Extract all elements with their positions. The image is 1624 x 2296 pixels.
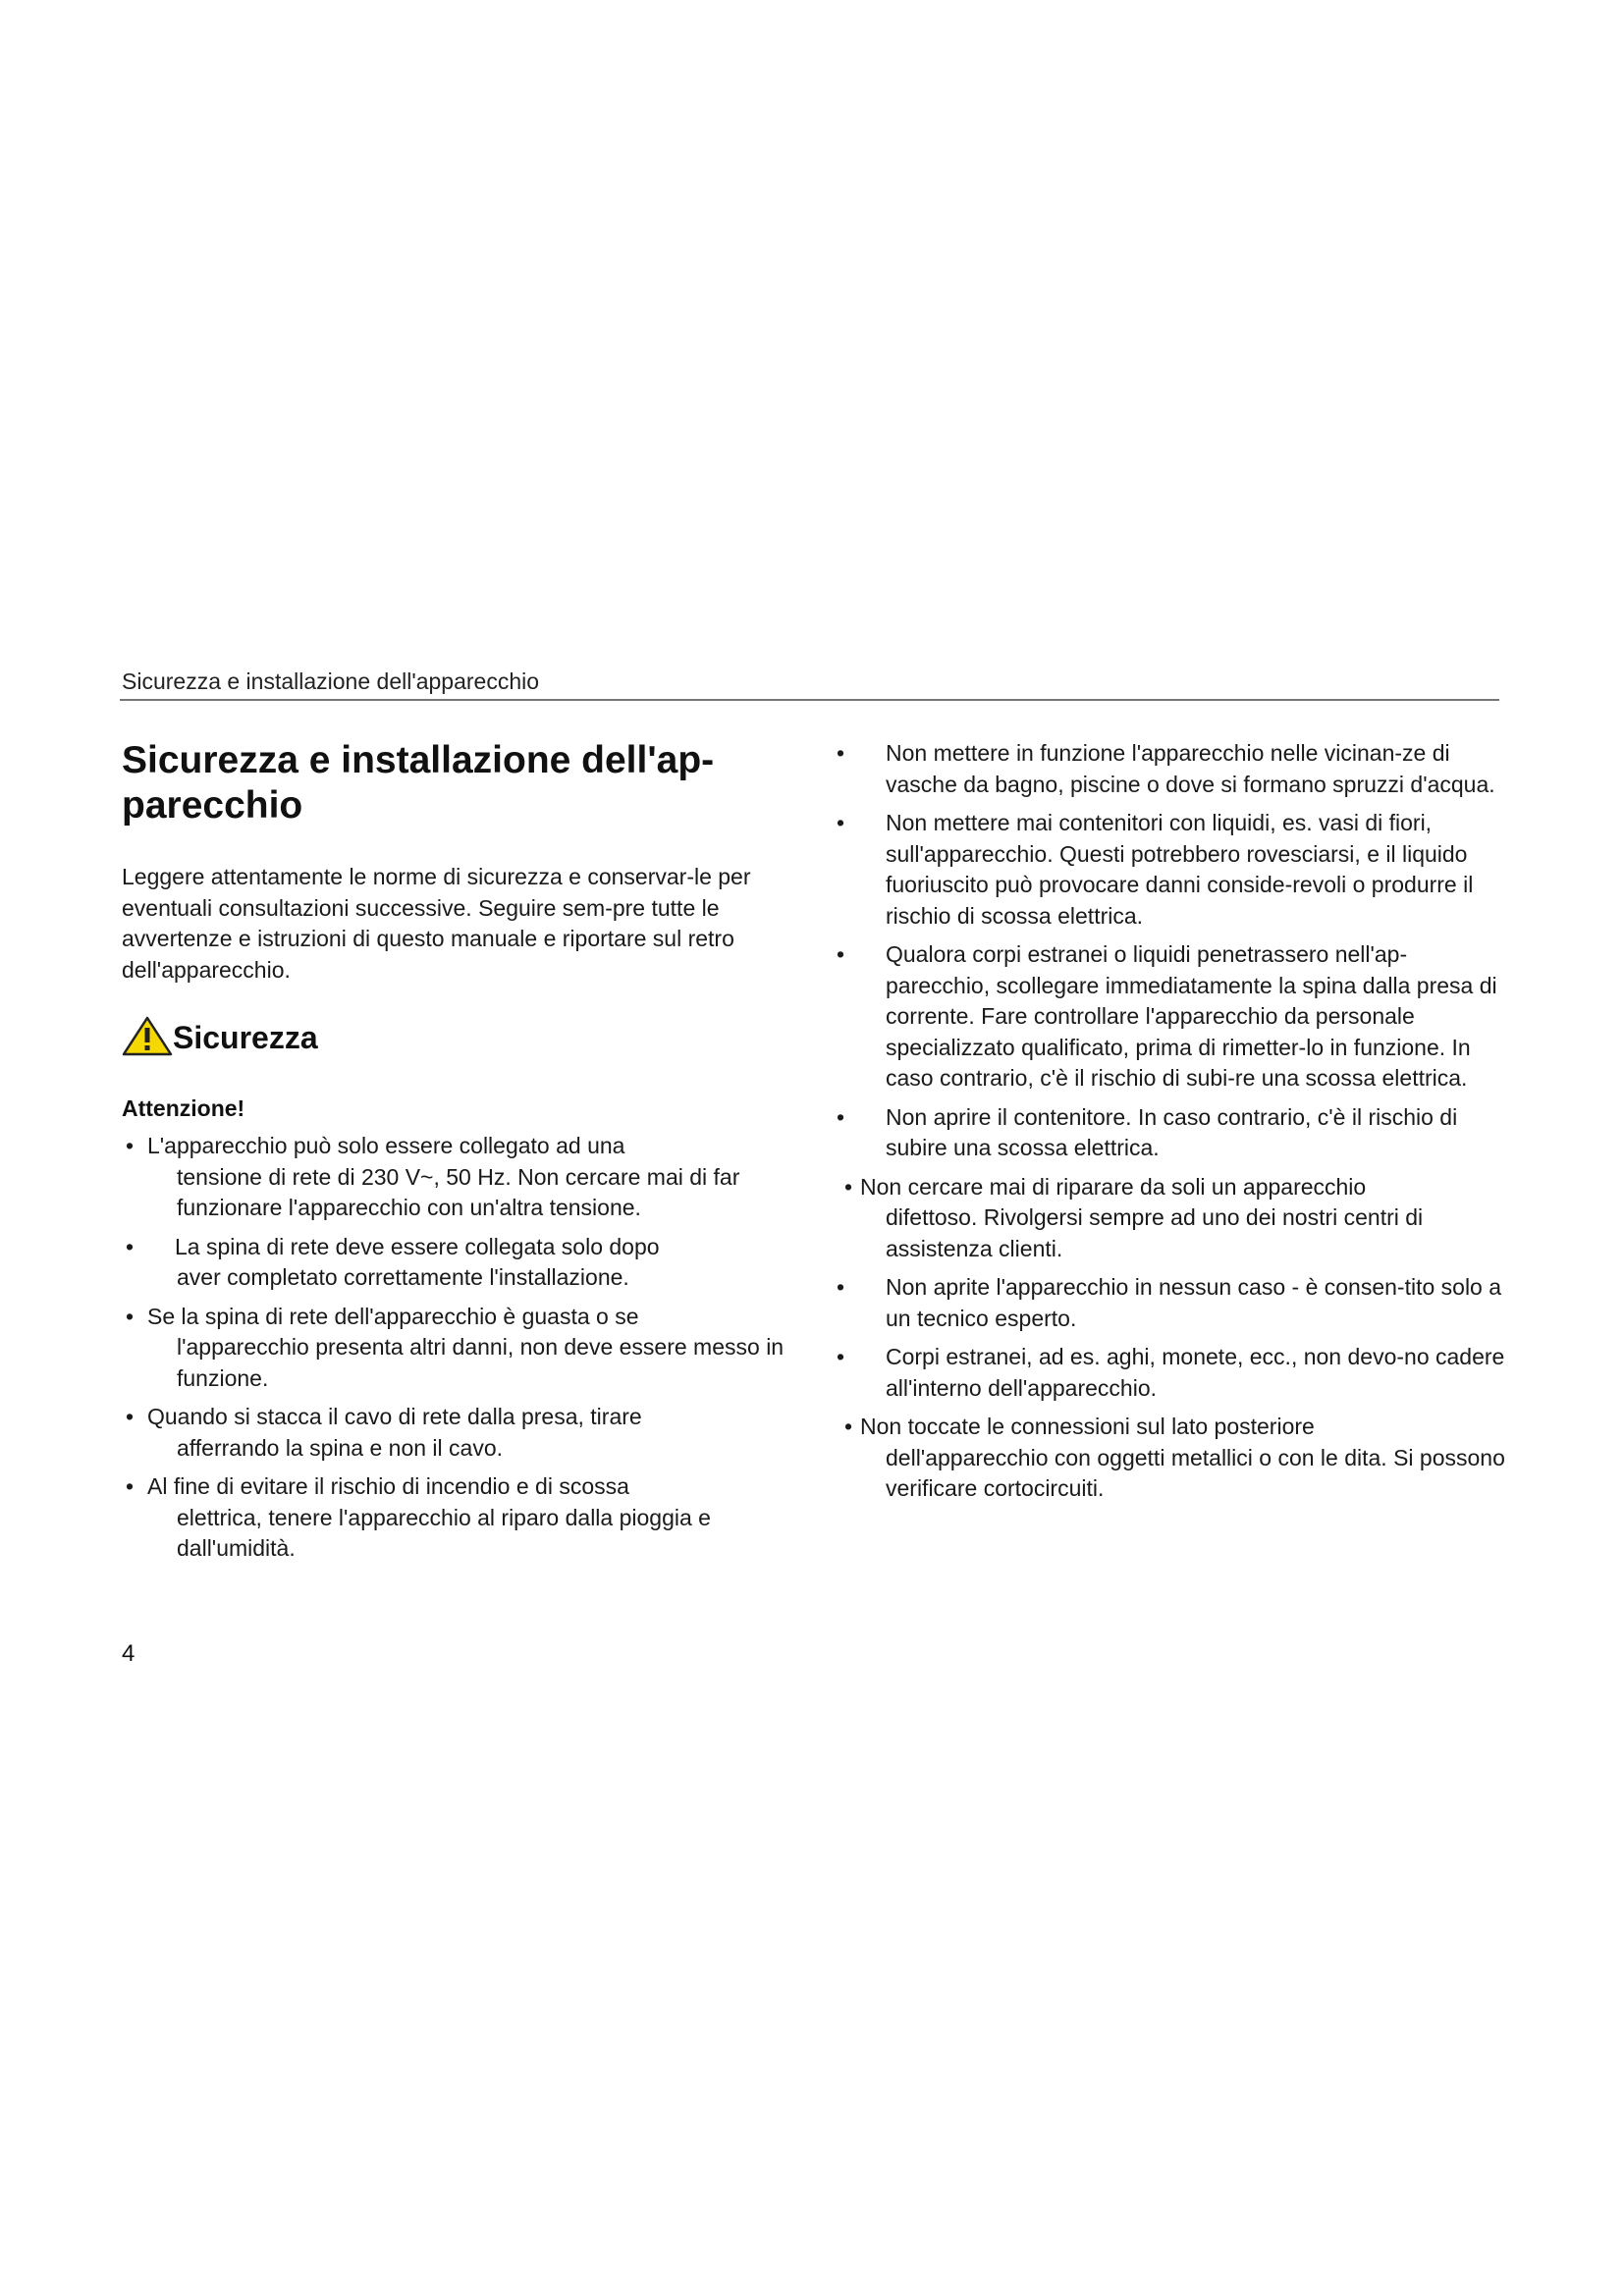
list-item-continuation: difettoso. Rivolgersi sempre ad uno dei nostri centri di assistenza clienti.	[886, 1204, 1424, 1261]
bullet-glyph: •	[837, 1344, 845, 1369]
bullet-glyph: •	[844, 1173, 853, 1200]
bullet-glyph: •	[844, 1414, 853, 1439]
page-title	[122, 738, 789, 828]
list-item-first-line: L'apparecchio può solo essere collegato ad una	[147, 1133, 625, 1158]
safety-list-left	[122, 1131, 789, 1565]
list-item	[837, 1412, 1509, 1505]
list-item	[837, 1342, 1509, 1404]
bullet-glyph: •	[837, 1103, 845, 1130]
page-title-line-2: parecchio	[122, 784, 303, 827]
bullet-glyph: •	[837, 740, 845, 766]
header-divider	[120, 699, 1499, 701]
section-heading-sicurezza	[122, 1015, 789, 1056]
list-item	[837, 1172, 1509, 1265]
bullet-glyph: •	[126, 1473, 135, 1499]
section-heading-label: Sicurezza	[173, 1020, 318, 1055]
running-header: Sicurezza e installazione dell'apparecchio	[122, 668, 540, 694]
bullet-glyph: •	[126, 1404, 135, 1429]
list-item	[837, 738, 1509, 800]
bullet-glyph: •	[837, 1274, 845, 1300]
safety-list-right	[837, 738, 1509, 1505]
intro-paragraph: Leggere attentamente le norme di sicurezza e conservar-le per eventuali consultazioni successive. Seguire sem-pre tutte le avvertenze e istruzioni di questo manuale e riportare sul retro dell'apparecchio.	[122, 864, 751, 983]
bullet-glyph: •	[126, 1233, 135, 1259]
list-item-continuation: afferrando la spina e non il cavo.	[177, 1434, 504, 1461]
list-item	[122, 1471, 789, 1565]
left-column	[122, 738, 789, 1573]
list-item-text: Non mettere mai contenitori con liquidi, es. vasi di fiori, sull'apparecchio. Questi potrebbero rovesciarsi, e il liquido fuoriuscito può provocare danni conside-revoli o produrre il rischio di scossa elettrica.	[886, 810, 1474, 929]
list-item-first-line: La spina di rete deve essere collegata solo dopo	[175, 1233, 660, 1259]
page-number: 4	[122, 1640, 135, 1667]
list-item-first-line: Non cercare mai di riparare da soli un apparecchio	[860, 1173, 1367, 1200]
list-item-text: Non aprite l'apparecchio in nessun caso - è consen-tito solo a un tecnico esperto.	[886, 1274, 1502, 1331]
list-item	[837, 1102, 1509, 1164]
right-column	[837, 738, 1509, 1513]
list-item-first-line: Non toccate le connessioni sul lato posteriore	[860, 1414, 1315, 1439]
warning-triangle-icon	[122, 1015, 173, 1056]
list-item-continuation: tensione di rete di 230 V~, 50 Hz. Non cercare mai di far funzionare l'apparecchio con un'altra tensione.	[177, 1163, 740, 1220]
list-item	[122, 1402, 789, 1464]
list-item	[122, 1232, 789, 1294]
list-item	[122, 1131, 789, 1224]
list-item-first-line: Quando si stacca il cavo di rete dalla presa, tirare	[147, 1404, 642, 1429]
bullet-glyph: •	[126, 1133, 135, 1158]
list-item	[122, 1302, 789, 1395]
list-item-text: Non aprire il contenitore. In caso contrario, c'è il rischio di subire una scossa elettrica.	[886, 1103, 1458, 1160]
list-item-continuation: l'apparecchio presenta altri danni, non deve essere messo in funzione.	[177, 1334, 785, 1391]
list-item-text: Non mettere in funzione l'apparecchio nelle vicinan-ze di vasche da bagno, piscine o dove si formano spruzzi d'acqua.	[886, 740, 1495, 797]
list-item-continuation: dell'apparecchio con oggetti metallici o con le dita. Si possono verificare cortocircuiti.	[886, 1444, 1505, 1501]
list-item-text: Corpi estranei, ad es. aghi, monete, ecc., non devo-no cadere all'interno dell'apparecchio.	[886, 1344, 1505, 1401]
list-item	[837, 808, 1509, 932]
bullet-glyph: •	[837, 810, 845, 835]
list-item-continuation: aver completato correttamente l'installazione.	[177, 1264, 629, 1290]
attention-label: Attenzione!	[122, 1095, 245, 1121]
bullet-glyph: •	[837, 941, 845, 967]
list-item-text: Qualora corpi estranei o liquidi penetrassero nell'ap-parecchio, scollegare immediatamente la spina dalla presa di corrente. Fare controllare l'apparecchio da personale specializzato qualificato, prima di rimetter-lo in funzione. In caso contrario, c'è il rischio di subi-re una scossa elettrica.	[886, 941, 1497, 1091]
page-title-line-1: Sicurezza e installazione dell'ap-	[122, 739, 715, 781]
list-item-first-line: Al fine di evitare il rischio di incendio e di scossa	[147, 1473, 629, 1499]
list-item	[837, 1272, 1509, 1334]
list-item-continuation: elettrica, tenere l'apparecchio al riparo dalla pioggia e dall'umidità.	[177, 1504, 711, 1561]
bullet-glyph: •	[126, 1303, 135, 1329]
list-item	[837, 939, 1509, 1095]
list-item-first-line: Se la spina di rete dell'apparecchio è guasta o se	[147, 1303, 639, 1329]
